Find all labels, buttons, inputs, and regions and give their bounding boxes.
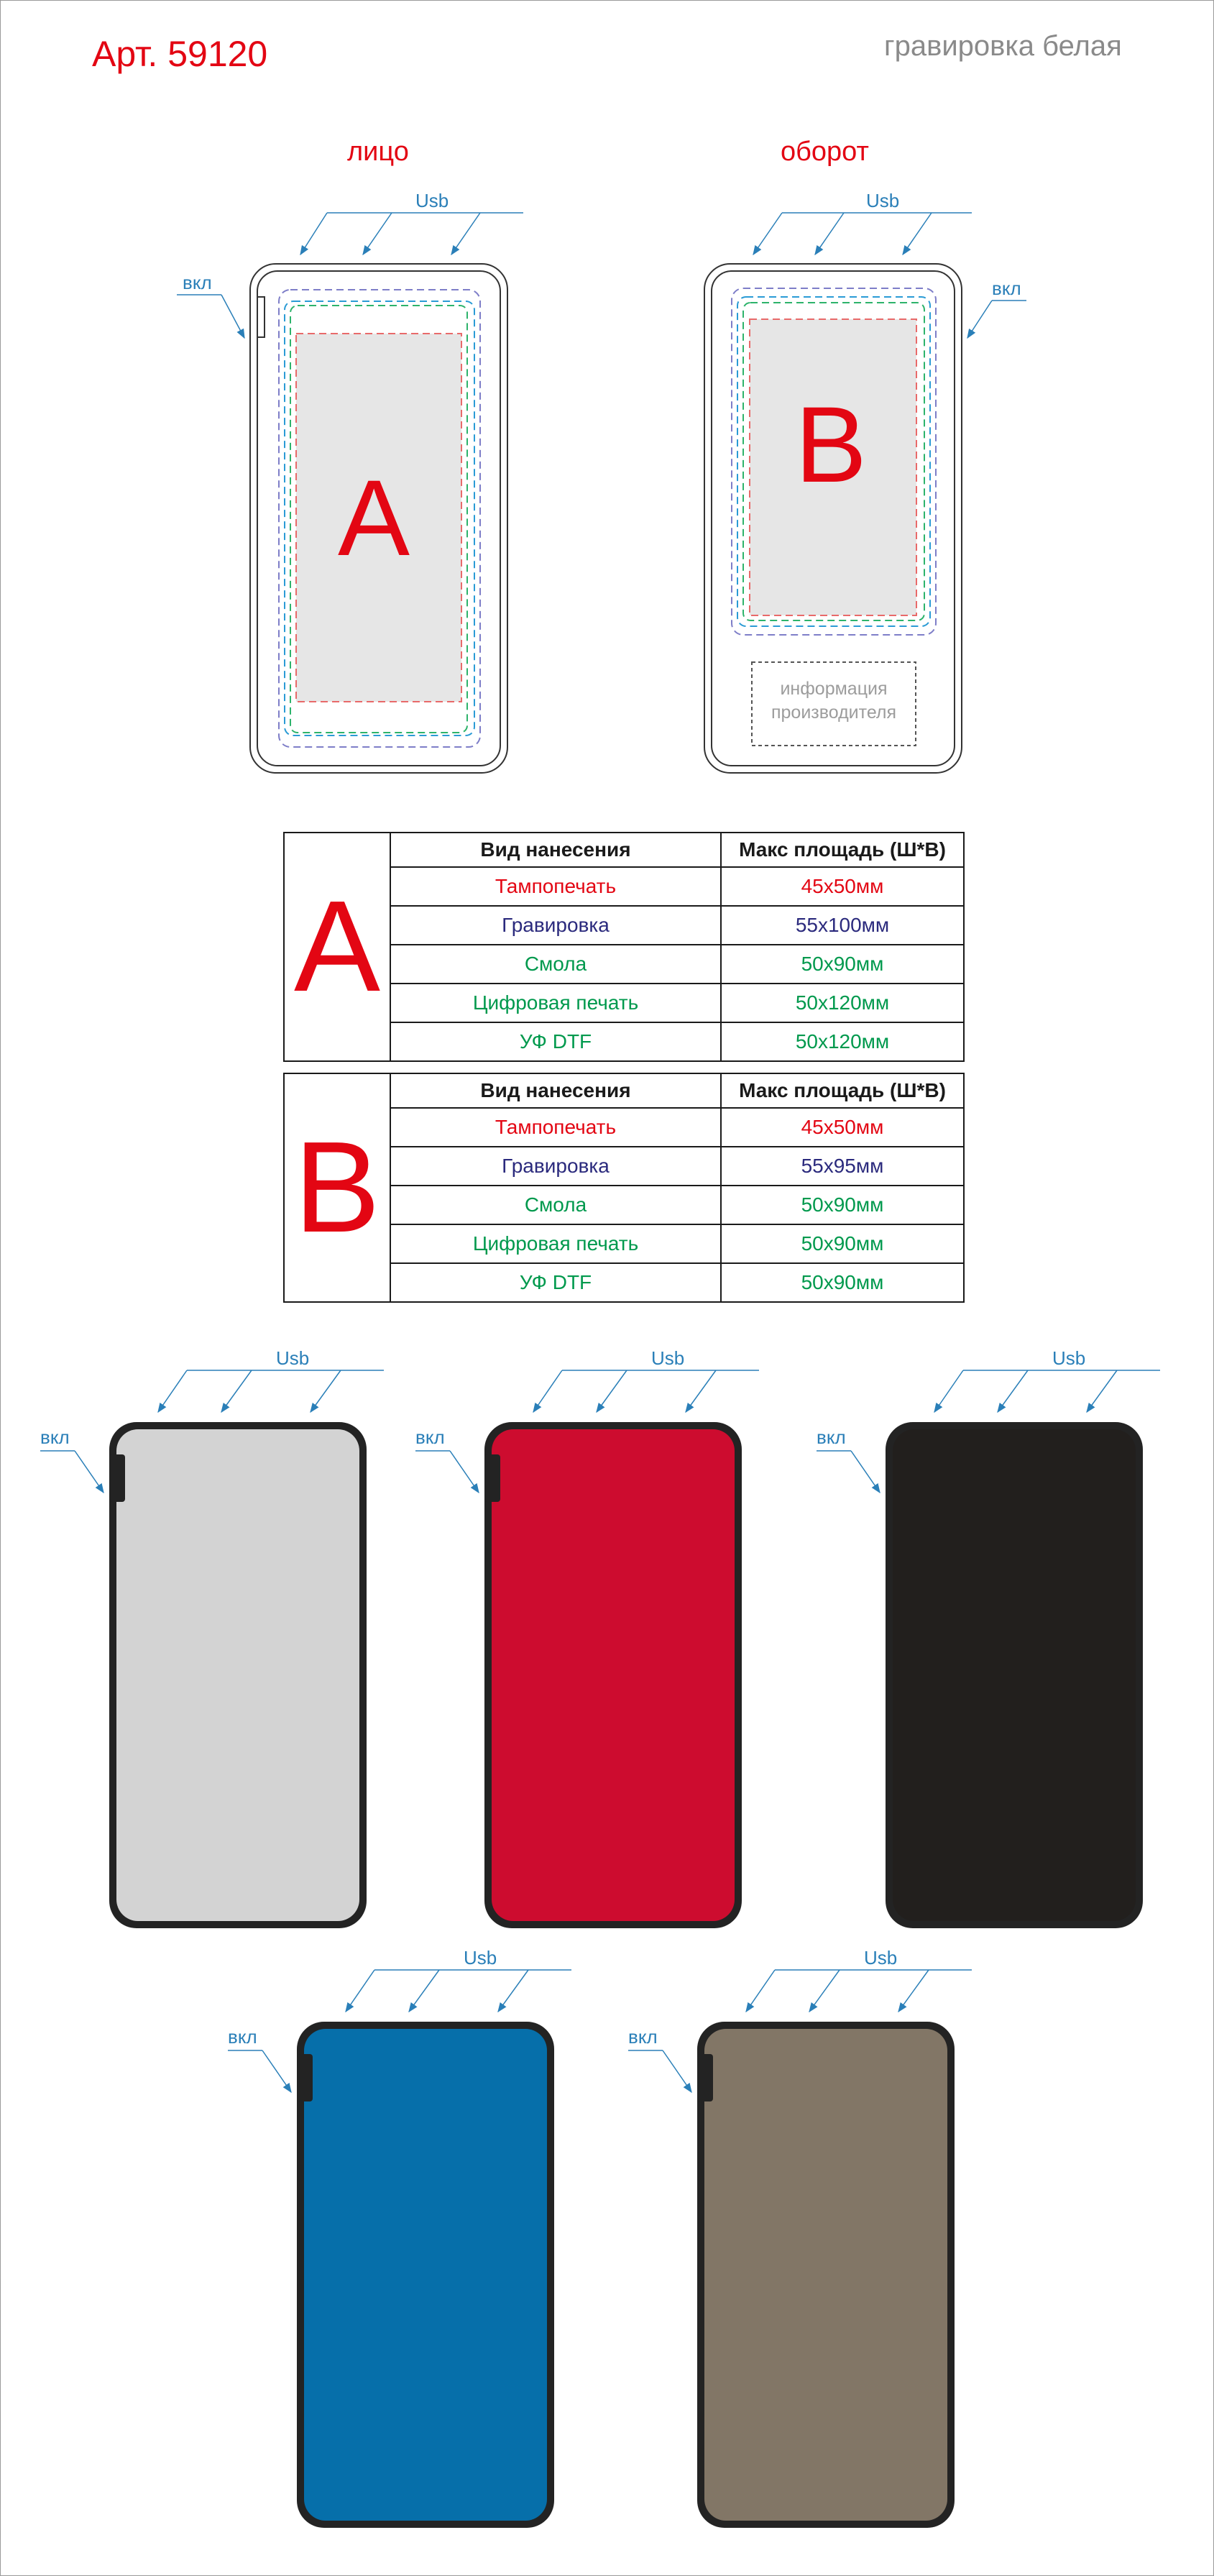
table-row-method: УФ DTF bbox=[390, 1263, 721, 1302]
back-usb-label: Usb bbox=[866, 190, 900, 211]
variant-usb-label: Usb bbox=[276, 1347, 310, 1369]
table-row-area: 50x90мм bbox=[721, 1224, 964, 1263]
table-a-letter: A bbox=[284, 833, 390, 1061]
variant-body bbox=[304, 2029, 547, 2521]
manufacturer-info-line2: производителя bbox=[771, 702, 897, 723]
variant-body bbox=[704, 2029, 947, 2521]
table-row-area: 50x90мм bbox=[721, 1263, 964, 1302]
variant-body bbox=[492, 1429, 735, 1921]
variant-blue bbox=[228, 1970, 571, 2528]
table-a-header-area: Макс площадь (Ш*В) bbox=[721, 833, 964, 867]
front-power-label: вкл bbox=[183, 272, 212, 293]
power-button bbox=[484, 1454, 500, 1502]
power-button bbox=[109, 1454, 125, 1502]
back-view-label: оборот bbox=[781, 137, 869, 167]
power-button bbox=[697, 2054, 713, 2101]
variant-power-label: вкл bbox=[40, 1426, 70, 1448]
table-row-area: 55x100мм bbox=[721, 906, 964, 945]
back-power-label: вкл bbox=[992, 278, 1021, 299]
table-row-method: Гравировка bbox=[390, 906, 721, 945]
table-row-method: Цифровая печать bbox=[390, 1224, 721, 1263]
zone-b-letter: B bbox=[795, 384, 868, 505]
variant-light-gray bbox=[40, 1370, 384, 1928]
table-row-method: Гравировка bbox=[390, 1147, 721, 1186]
table-row-area: 50x90мм bbox=[721, 1186, 964, 1224]
table-a bbox=[283, 832, 965, 1062]
variant-red bbox=[415, 1370, 759, 1928]
table-row-area: 55x95мм bbox=[721, 1147, 964, 1186]
variant-power-label: вкл bbox=[628, 2026, 658, 2048]
article-number: Арт. 59120 bbox=[92, 34, 268, 74]
table-row-method: УФ DTF bbox=[390, 1022, 721, 1061]
variant-power-label: вкл bbox=[817, 1426, 846, 1448]
variant-body bbox=[116, 1429, 359, 1921]
table-b-header-area: Макс площадь (Ш*В) bbox=[721, 1073, 964, 1108]
front-usb-label: Usb bbox=[415, 190, 449, 211]
table-row-area: 50x120мм bbox=[721, 984, 964, 1022]
variant-usb-label: Usb bbox=[651, 1347, 685, 1369]
manufacturer-info-text bbox=[752, 677, 916, 724]
table-row-method: Смола bbox=[390, 1186, 721, 1224]
table-b bbox=[283, 1073, 965, 1303]
table-b-letter: B bbox=[284, 1073, 390, 1302]
variant-usb-label: Usb bbox=[864, 1947, 898, 1968]
power-button-outline bbox=[257, 297, 265, 337]
manufacturer-info-line1: информация bbox=[780, 679, 888, 699]
engraving-note: гравировка белая bbox=[884, 30, 1122, 62]
variant-usb-label: Usb bbox=[464, 1947, 497, 1968]
variant-usb-label: Usb bbox=[1052, 1347, 1086, 1369]
variant-power-label: вкл bbox=[415, 1426, 445, 1448]
table-a-header-method: Вид нанесения bbox=[390, 833, 721, 867]
front-view-label: лицо bbox=[347, 137, 409, 167]
color-variants bbox=[40, 1370, 1160, 2528]
variant-black bbox=[817, 1370, 1160, 1928]
table-row-method: Тампопечать bbox=[390, 867, 721, 906]
table-row-area: 45x50мм bbox=[721, 867, 964, 906]
variant-power-label: вкл bbox=[228, 2026, 257, 2048]
variant-body bbox=[893, 1429, 1136, 1921]
table-row-area: 50x90мм bbox=[721, 945, 964, 984]
table-b-header-method: Вид нанесения bbox=[390, 1073, 721, 1108]
table-row-area: 50x120мм bbox=[721, 1022, 964, 1061]
variant-taupe bbox=[628, 1970, 972, 2528]
table-row-method: Тампопечать bbox=[390, 1108, 721, 1147]
table-row-method: Цифровая печать bbox=[390, 984, 721, 1022]
table-row-method: Смола bbox=[390, 945, 721, 984]
power-button bbox=[297, 2054, 313, 2101]
table-row-area: 45x50мм bbox=[721, 1108, 964, 1147]
zone-a-letter: A bbox=[338, 457, 410, 578]
